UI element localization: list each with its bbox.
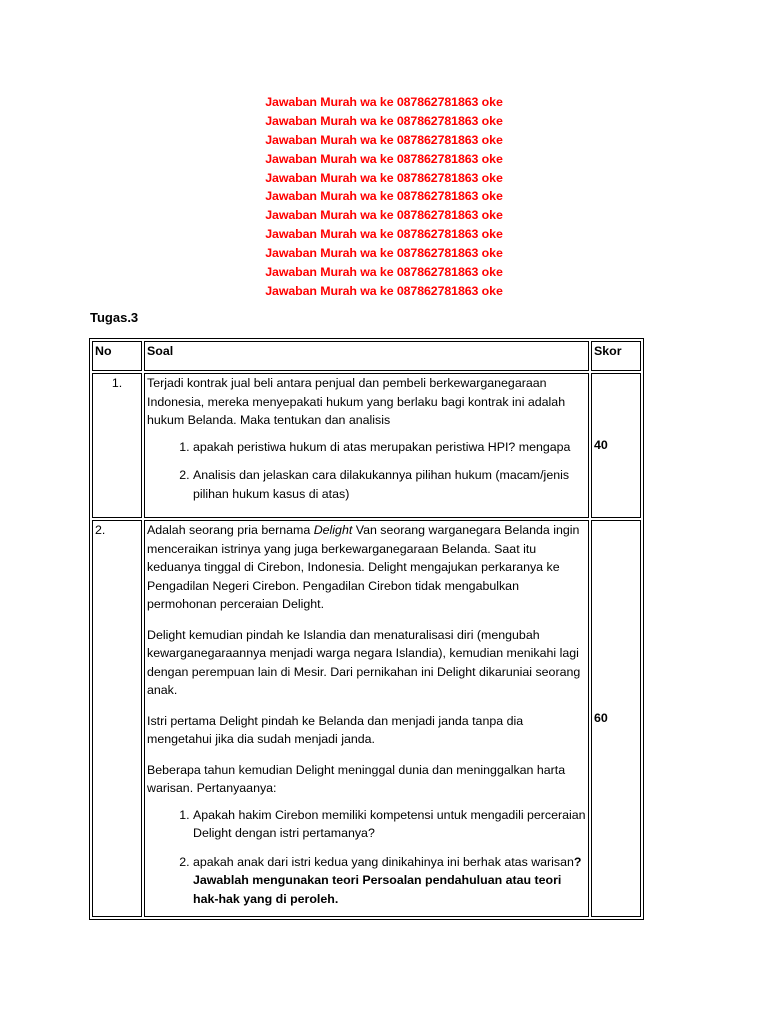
case-text: Adalah seorang pria bernama	[147, 523, 314, 537]
header-no: No	[92, 341, 142, 371]
promo-line: Jawaban Murah wa ke 087862781863 oke	[265, 151, 503, 166]
question-cell	[144, 520, 589, 917]
score-cell: 40	[591, 373, 641, 518]
score-cell: 60	[591, 520, 641, 917]
case-paragraph: Beberapa tahun kemudian Delight meninggal dunia dan meninggalkan harta warisan. Pertanyaanya:	[147, 762, 566, 795]
case-name-italic: Delight	[313, 523, 353, 537]
header-soal: Soal	[144, 341, 589, 371]
question-list	[147, 438, 586, 504]
promo-line: Jawaban Murah wa ke 087862781863 oke	[265, 227, 503, 242]
case-paragraph	[147, 521, 586, 614]
header-skor: Skor	[591, 341, 641, 371]
promo-line: Jawaban Murah wa ke 087862781863 oke	[265, 95, 503, 109]
case-paragraph: Delight kemudian pindah ke Islandia dan menaturalisasi diri (mengubah kewarganegaraannya menjadi warga negara Islandia), kemudian menikahi lagi dengan perempuan lain di Mesir. Dari pernikahan ini Delight dikaruniai seorang anak.	[147, 627, 581, 697]
list-item: 1. apakah peristiwa hukum di atas merupakan peristiwa HPI? mengapa	[193, 438, 586, 457]
table-row	[92, 520, 641, 917]
row-number: 1.	[92, 373, 142, 518]
table-header-row	[92, 341, 641, 371]
answer-promo-banner	[0, 93, 768, 301]
question-text: apakah anak dari istri kedua yang dinikahinya ini berhak atas warisan	[193, 854, 574, 869]
question-list	[147, 806, 586, 909]
case-paragraph: Istri pertama Delight pindah ke Belanda dan menjadi janda tanpa dia mengetahui jika dia sudah menjadi janda.	[147, 713, 524, 746]
list-item: 1. Apakah hakim Cirebon memiliki kompetensi untuk mengadili perceraian Delight dengan istri pertamanya?	[193, 806, 586, 843]
promo-line: Jawaban Murah wa ke 087862781863 oke	[265, 189, 503, 204]
promo-line: Jawaban Murah wa ke 087862781863 oke	[265, 283, 503, 298]
promo-line: Jawaban Murah wa ke 087862781863 oke	[265, 113, 503, 128]
row-number: 2.	[92, 520, 142, 917]
case-text: Van seorang warganegara Belanda ingin menceraikan istrinya yang juga berkewarganegaraan Belanda. Saat itu keduanya tinggal di Cirebon, Indonesia. Delight mengajukan perkaranya ke Pengadilan Negeri Cirebon. Pengadilan Cirebon tidak mengabulkan permohonan perceraian Delight.	[147, 523, 580, 611]
question-cell	[144, 373, 589, 518]
question-table	[89, 338, 644, 920]
list-item: 2. Analisis dan jelaskan cara dilakukannya pilihan hukum (macam/jenis pilihan hukum kasus di atas)	[193, 466, 586, 503]
question-instruction-bold: ? Jawablah mengunakan teori Persoalan pendahuluan atau teori hak-hak yang di peroleh.	[193, 854, 582, 906]
assignment-heading: Tugas.3	[90, 310, 139, 325]
table-row	[92, 373, 641, 518]
promo-line: Jawaban Murah wa ke 087862781863 oke	[265, 265, 503, 280]
list-item	[193, 853, 586, 909]
promo-line: Jawaban Murah wa ke 087862781863 oke	[265, 170, 503, 185]
promo-line: Jawaban Murah wa ke 087862781863 oke	[265, 208, 503, 223]
promo-line: Jawaban Murah wa ke 087862781863 oke	[265, 132, 503, 147]
question-intro: Terjadi kontrak jual beli antara penjual dan pembeli berkewarganegaraan Indonesia, mereka menyepakati hukum yang berlaku bagi kontrak ini adalah hukum Belanda. Maka tentukan dan analisis	[147, 376, 566, 427]
promo-line: Jawaban Murah wa ke 087862781863 oke	[265, 246, 503, 261]
